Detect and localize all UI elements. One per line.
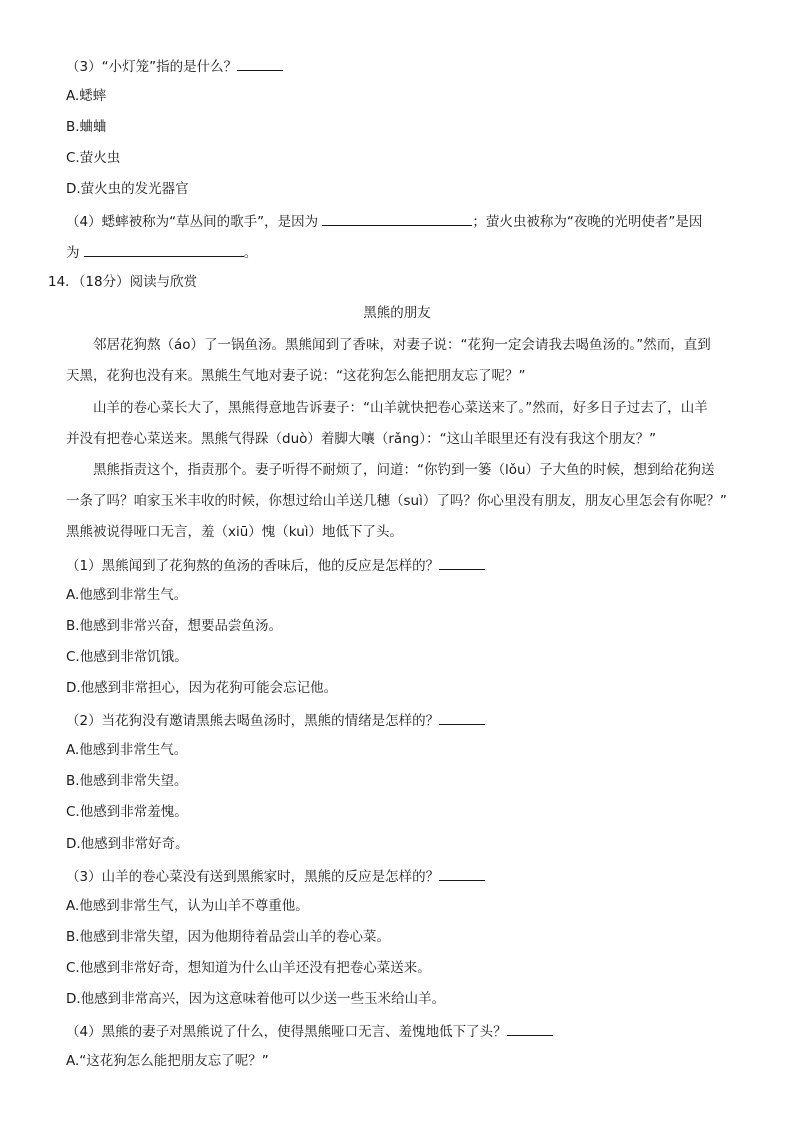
q14-sub2-option-b: B.他感到非常失望。 — [66, 773, 188, 789]
q13-sub3-option-b: B.蛐蛐 — [66, 119, 107, 135]
q14-sub1-option-c: C.他感到非常饥饿。 — [66, 649, 188, 665]
q13-sub3-stem: （3）“小灯笼”指的是什么？ — [66, 56, 283, 76]
q13-sub3-option-a: A.蟋蟀 — [66, 88, 107, 104]
q14-header: 14．（18分）阅读与欣赏 — [48, 274, 198, 290]
answer-blank[interactable] — [322, 211, 472, 226]
passage-title: 黑熊的朋友 — [363, 305, 431, 321]
answer-blank[interactable] — [439, 866, 485, 881]
passage-line: 黑熊指责这个，指责那个。妻子听得不耐烦了，问道：“你钓到一篓（lǒu）子大鱼的时候，想到给花狗送 — [93, 462, 715, 478]
answer-blank[interactable] — [439, 710, 485, 725]
q13-sub4-line1: （4）蟋蟀被称为“草丛间的歌手”，是因为 ；萤火虫被称为“夜晚的光明使者”是因 — [66, 211, 702, 231]
q14-sub3-option-a: A.他感到非常生气，认为山羊不尊重他。 — [66, 898, 309, 914]
q14-sub2-option-a: A.他感到非常生气。 — [66, 742, 188, 758]
q14-sub2-option-c: C.他感到非常羞愧。 — [66, 804, 188, 820]
q14-sub4-option-a: A.“这花狗怎么能把朋友忘了呢？” — [66, 1053, 269, 1069]
q14-sub3-option-c: C.他感到非常好奇，想知道为什么山羊还没有把卷心菜送来。 — [66, 960, 431, 976]
passage-line: 山羊的卷心菜长大了，黑熊得意地告诉妻子：“山羊就快把卷心菜送来了。”然而，好多日子过去了，山羊 — [93, 400, 708, 416]
q14-sub2-stem: （2）当花狗没有邀请黑熊去喝鱼汤时，黑熊的情绪是怎样的？ — [66, 710, 485, 730]
q14-sub1-stem: （1）黑熊闻到了花狗熬的鱼汤的香味后，他的反应是怎样的？ — [66, 555, 485, 575]
q14-sub1-option-b: B.他感到非常兴奋，想要品尝鱼汤。 — [66, 618, 283, 634]
q14-sub1-option-a: A.他感到非常生气。 — [66, 587, 188, 603]
q13-sub3-option-d: D.萤火虫的发光器官 — [66, 181, 189, 197]
q14-sub3-stem: （3）山羊的卷心菜没有送到黑熊家时，黑熊的反应是怎样的？ — [66, 866, 485, 886]
answer-blank[interactable] — [507, 1021, 553, 1036]
q14-sub4-stem: （4）黑熊的妻子对黑熊说了什么，使得黑熊哑口无言、羞愧地低下了头？ — [66, 1021, 553, 1041]
passage-line: 天黑，花狗也没有来。黑熊生气地对妻子说：“这花狗怎么能把朋友忘了呢？” — [66, 368, 526, 384]
q13-sub3-option-c: C.萤火虫 — [66, 150, 121, 166]
passage-line: 邻居花狗熬（áo）了一锅鱼汤。黑熊闻到了香味，对妻子说：“花狗一定会请我去喝鱼汤的。”然而，直到 — [93, 337, 711, 353]
answer-blank[interactable] — [84, 242, 244, 257]
passage-line: 一条了吗？咱家玉米丰收的时候，你想过给山羊送几穗（suì）了吗？你心里没有朋友，朋友心里怎会有你呢？” — [66, 493, 727, 509]
passage-line: 黑熊被说得哑口无言，羞（xiū）愧（kuì）地低下了头。 — [66, 524, 404, 540]
q14-sub2-option-d: D.他感到非常好奇。 — [66, 836, 189, 852]
answer-blank[interactable] — [439, 555, 485, 570]
q13-sub4-line2: 为 。 — [66, 242, 257, 262]
answer-blank[interactable] — [237, 56, 283, 71]
q14-sub3-option-d: D.他感到非常高兴，因为这意味着他可以少送一些玉米给山羊。 — [66, 991, 446, 1007]
q14-sub1-option-d: D.他感到非常担心，因为花狗可能会忘记他。 — [66, 680, 338, 696]
passage-line: 并没有把卷心菜送来。黑熊气得跺（duò）着脚大嚷（rǎng）：“这山羊眼里还有没有我这个朋友？” — [66, 431, 657, 447]
q14-sub3-option-b: B.他感到非常失望，因为他期待着品尝山羊的卷心菜。 — [66, 929, 391, 945]
